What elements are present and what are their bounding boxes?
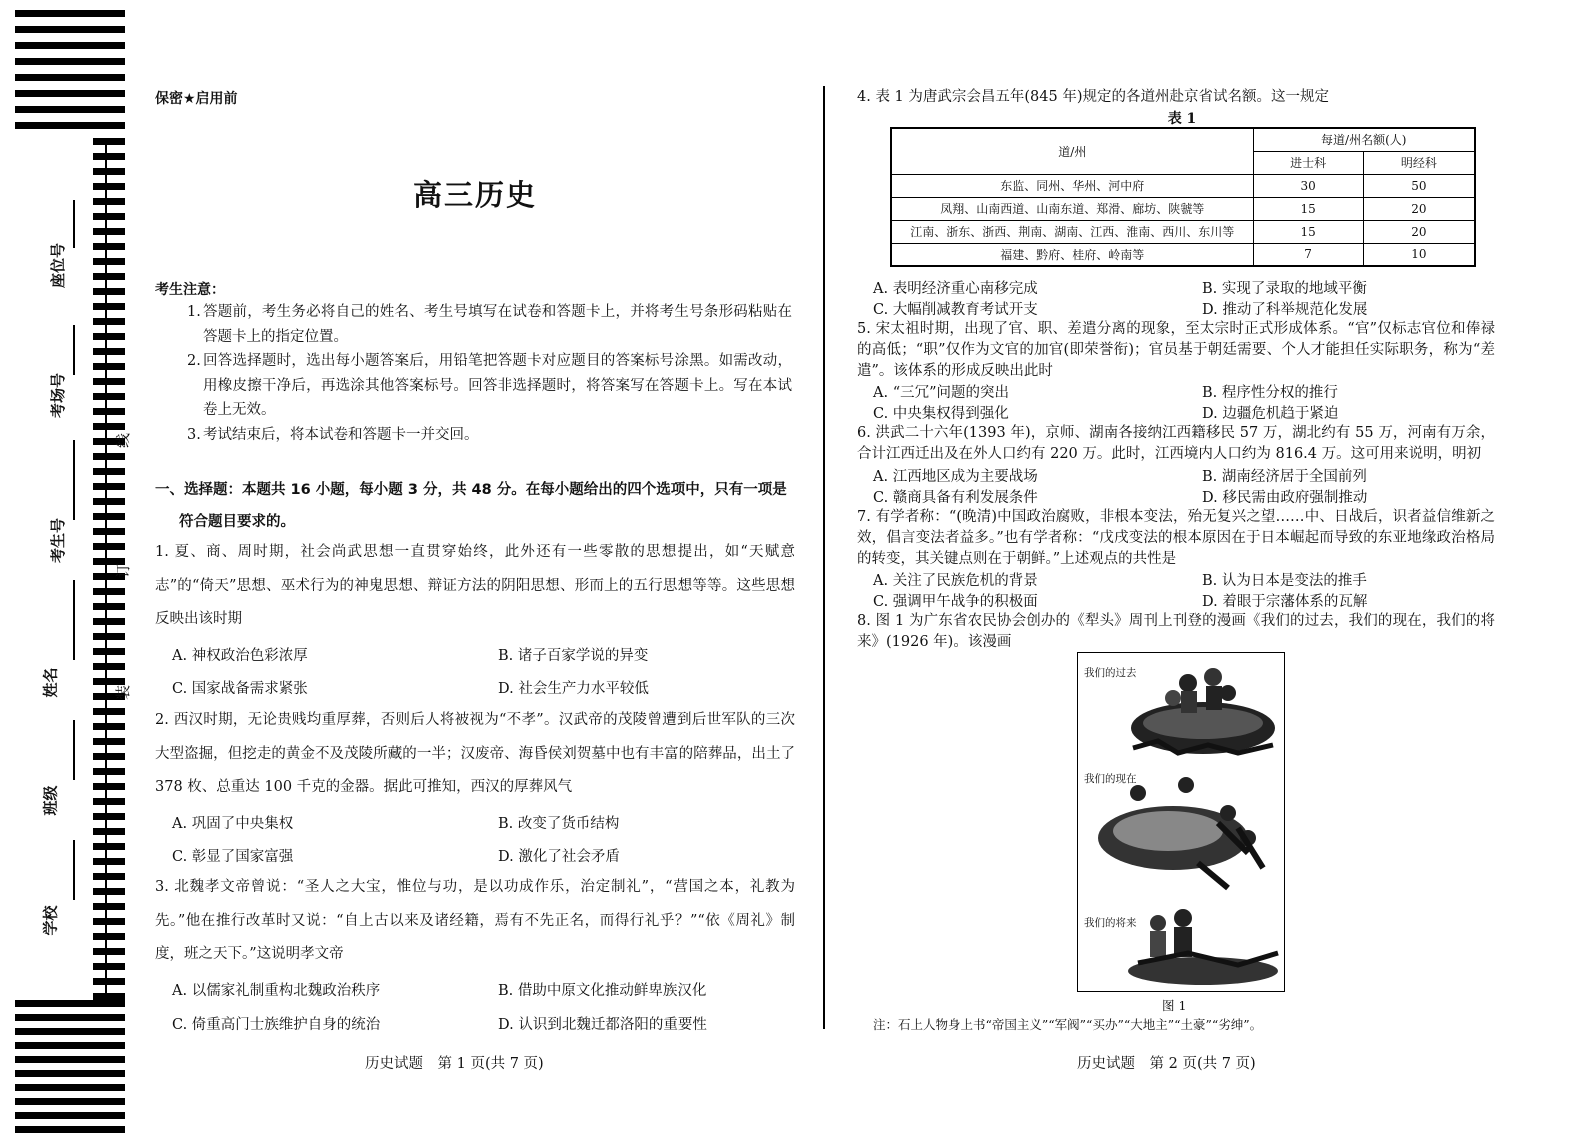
table-cell-region: 福建、黔府、桂府、岭南等 — [891, 243, 1253, 266]
binding-bar — [15, 42, 125, 49]
binding-bar — [93, 813, 125, 820]
binding-bar — [15, 122, 125, 129]
binding-bar — [93, 183, 125, 190]
exam-room-blank — [73, 325, 75, 375]
binding-bar — [93, 168, 125, 175]
binding-bar — [15, 1028, 125, 1035]
q7-option-c: C. 强调甲午战争的积极面 — [873, 594, 1038, 610]
q2-option-a: A. 巩固了中央集权 — [172, 816, 294, 832]
table-caption: 表 1 — [1167, 111, 1197, 127]
binding-bar — [93, 153, 125, 160]
binding-bar — [93, 648, 125, 655]
table-cell-mingjing: 50 — [1363, 174, 1475, 197]
name-blank — [73, 580, 75, 660]
binding-bar — [15, 1070, 125, 1077]
binding-bar — [93, 258, 125, 265]
cut-mark-line: 线 — [114, 432, 133, 449]
cut-mark-mount: 装 — [114, 684, 133, 701]
binding-bar — [15, 26, 125, 33]
question-3-stem: 3. 北魏孝文帝曾说：“圣人之大宝，惟位与功，是以功成作乐，治定制礼”，“营国之本，礼教为先。”他在推行改革时又说：“自上古以来及诸经籍，焉有不先正名，而得行礼乎？”“依《周礼》制度，班之天下。”这说明孝文帝 — [155, 879, 795, 962]
cartoon-caption-future: 我们的将来 — [1084, 917, 1137, 929]
binding-bar — [93, 768, 125, 775]
binding-bar — [15, 106, 125, 113]
binding-bar — [93, 213, 125, 220]
page-divider — [823, 86, 825, 1029]
table-row — [891, 243, 1475, 266]
table-cell-jinshi: 30 — [1253, 174, 1363, 197]
table-cell-jinshi: 15 — [1253, 197, 1363, 220]
binding-bar — [93, 588, 125, 595]
school-blank — [73, 840, 75, 900]
question-7-stem: 7. 有学者称：“(晚清)中国政治腐败，非根本变法，殆无复兴之望……中、日战后，识者益信维新之效，倡言变法者益多。”也有学者称：“戊戌变法的根本原因在于日本崛起而导致的东亚地缘政治格局的转变，其关键点则在于朝鲜。”上述观点的共性是 — [857, 509, 1495, 567]
q3-option-b: B. 借助中原文化推动鲜卑族汉化 — [498, 983, 707, 999]
binding-bar — [93, 408, 125, 415]
question-5-stem: 5. 宋太祖时期，出现了官、职、差遣分离的现象，至太宗时正式形成体系。“官”仅标志官位和俸禄的高低；“职”仅作为文官的加官(即荣誉衔)；官员基于朝廷需要、个人才能担任实际职务，称为“差遣”。该体系的形成反映出此时 — [857, 321, 1495, 379]
binding-bar — [15, 1014, 125, 1021]
q5-option-c: C. 中央集权得到强化 — [873, 406, 1009, 422]
q6-option-a: A. 江西地区成为主要战场 — [873, 469, 1038, 485]
binding-bar — [93, 708, 125, 715]
binding-bar — [93, 843, 125, 850]
binding-bar — [93, 783, 125, 790]
binding-bar — [93, 828, 125, 835]
q4-option-d: D. 推动了科举规范化发展 — [1202, 302, 1368, 318]
binding-bar — [93, 138, 125, 145]
section-heading: 一、选择题：本题共 16 小题，每小题 3 分，共 48 分。在每小题给出的四个选项中，只有一项是 符合题目要求的。 — [155, 482, 787, 530]
table-header-quota: 每道/州名额(人) — [1253, 128, 1475, 151]
notice-item: 1. 答题前，考生务必将自己的姓名、考生号填写在试卷和答题卡上，并将考生号条形码粘贴在答题卡上的指定位置。 — [187, 304, 792, 345]
binding-bar — [93, 618, 125, 625]
binding-bar — [93, 288, 125, 295]
binding-bar — [15, 10, 125, 17]
binding-bar — [93, 723, 125, 730]
seat-number-label: 座位号 — [49, 242, 68, 289]
table-cell-jinshi: 7 — [1253, 243, 1363, 266]
binding-bar — [93, 543, 125, 550]
q2-option-d: D. 激化了社会矛盾 — [498, 849, 620, 865]
binding-bar — [93, 978, 125, 985]
q6-option-d: D. 移民需由政府强制推动 — [1202, 490, 1368, 506]
q3-option-d: D. 认识到北魏迁都洛阳的重要性 — [498, 1017, 707, 1033]
table-header-region: 道/州 — [891, 128, 1253, 174]
page-1 — [155, 0, 795, 1137]
cartoon-caption-past: 我们的过去 — [1084, 667, 1137, 679]
binding-bar — [15, 90, 125, 97]
table-cell-region: 凤翔、山南西道、山南东道、郑滑、廊坊、陕虢等 — [891, 197, 1253, 220]
table-cell-mingjing: 10 — [1363, 243, 1475, 266]
q1-option-b: B. 诸子百家学说的异变 — [498, 648, 649, 664]
q2-option-c: C. 彰显了国家富强 — [172, 849, 294, 865]
q7-option-b: B. 认为日本是变法的推手 — [1202, 573, 1367, 589]
q1-option-d: D. 社会生产力水平较低 — [498, 681, 649, 697]
q7-option-d: D. 着眼于宗藩体系的瓦解 — [1202, 594, 1368, 610]
q3-option-c: C. 倚重高门士族维护自身的统治 — [172, 1017, 381, 1033]
cartoon-caption-present: 我们的现在 — [1084, 773, 1137, 785]
notice-heading: 考生注意： — [155, 282, 225, 298]
binding-bar — [93, 633, 125, 640]
binding-bar — [93, 993, 125, 1000]
table-cell-region: 东监、同州、华州、河中府 — [891, 174, 1253, 197]
binding-bar — [15, 1056, 125, 1063]
binding-bar — [93, 903, 125, 910]
binding-bar — [93, 753, 125, 760]
binding-bar — [93, 348, 125, 355]
binding-bar — [93, 243, 125, 250]
name-label: 姓名 — [41, 667, 60, 698]
seat-number-blank — [73, 200, 75, 248]
figure-note: 注：石上人物身上书“帝国主义”“军阀”“买办”“大地主”“土豪”“劣绅”。 — [873, 1017, 1263, 1032]
binding-bar — [93, 738, 125, 745]
binding-bar — [93, 363, 125, 370]
binding-bar — [93, 228, 125, 235]
binding-bar — [93, 513, 125, 520]
q4-option-a: A. 表明经济重心南移完成 — [873, 281, 1038, 297]
table-row — [891, 174, 1475, 197]
question-1-stem: 1. 夏、商、周时期，社会尚武思想一直贯穿始终，此外还有一些零散的思想提出，如“天赋意志”的“倚天”思想、巫术行为的神鬼思想、辩证方法的阴阳思想、形而上的五行思想等等。这些思想反映出该时期 — [155, 544, 795, 627]
q3-option-a: A. 以儒家礼制重构北魏政治秩序 — [172, 983, 381, 999]
q5-option-b: B. 程序性分权的推行 — [1202, 385, 1338, 401]
table-cell-jinshi: 15 — [1253, 220, 1363, 243]
binding-bar — [15, 74, 125, 81]
binding-bar — [93, 453, 125, 460]
cut-mark-bind: 订 — [114, 562, 133, 579]
quota-table — [890, 127, 1476, 267]
class-label: 班级 — [41, 785, 60, 816]
binding-bar — [93, 273, 125, 280]
binding-bar — [15, 1098, 125, 1105]
figure-label: 图 1 — [1162, 998, 1187, 1013]
table-row — [891, 220, 1475, 243]
binding-bar — [93, 873, 125, 880]
notice-item: 3. 考试结束后，将本试卷和答题卡一并交回。 — [187, 427, 479, 443]
table-cell-mingjing: 20 — [1363, 220, 1475, 243]
q7-option-a: A. 关注了民族危机的背景 — [873, 573, 1038, 589]
binding-strip — [15, 0, 133, 1137]
binding-bar — [93, 888, 125, 895]
q1-option-c: C. 国家战备需求紧张 — [172, 681, 308, 697]
candidate-number-label: 考生号 — [49, 517, 68, 564]
binding-bar — [93, 303, 125, 310]
table-cell-region: 江南、浙东、浙西、荆南、湖南、江西、淮南、西川、东川等 — [891, 220, 1253, 243]
notice-item: 2. 回答选择题时，选出每小题答案后，用铅笔把答题卡对应题目的答案标号涂黑。如需改动，用橡皮擦干净后，再选涂其他答案标号。回答非选择题时，将答案写在答题卡上。写在本试卷上无效。 — [187, 353, 792, 418]
exam-title: 高三历史 — [412, 178, 537, 212]
binding-bar — [15, 1000, 125, 1007]
question-4-stem: 4. 表 1 为唐武宗会昌五年(845 年)规定的各道州赴京省试名额。这一规定 — [857, 89, 1329, 105]
binding-bar — [93, 483, 125, 490]
binding-bar — [93, 918, 125, 925]
binding-bar — [93, 423, 125, 430]
binding-bar — [93, 378, 125, 385]
school-label: 学校 — [41, 905, 60, 936]
binding-bar — [93, 603, 125, 610]
binding-bar — [15, 1042, 125, 1049]
page-2-footer: 历史试题 第 2 页(共 7 页) — [1077, 1056, 1256, 1072]
table-row — [891, 197, 1475, 220]
binding-bar — [93, 948, 125, 955]
binding-bar — [15, 1126, 125, 1133]
class-blank — [73, 720, 75, 780]
q6-option-c: C. 赣商具备有利发展条件 — [873, 490, 1038, 506]
page-2 — [857, 0, 1497, 1137]
q4-option-c: C. 大幅削减教育考试开支 — [873, 302, 1038, 318]
table-header-jinshi: 进士科 — [1253, 151, 1363, 174]
q4-option-b: B. 实现了录取的地域平衡 — [1202, 281, 1367, 297]
q5-option-a: A. “三冗”问题的突出 — [873, 385, 1010, 401]
binding-bar — [15, 58, 125, 65]
binding-bar — [93, 963, 125, 970]
q2-option-b: B. 改变了货币结构 — [498, 816, 620, 832]
question-8-stem: 8. 图 1 为广东省农民协会创办的《犁头》周刊上刊登的漫画《我们的过去，我们的现在，我们的将来》(1926 年)。该漫画 — [857, 613, 1495, 650]
question-6-stem: 6. 洪武二十六年(1393 年)，京师、湖南各接纳江西籍移民 57 万，湖北约有 55 万，河南有万余，合计江西迁出及在外人口约有 220 万。此时，江西境内人口约为 816.4 万。这可用来说明，明初 — [857, 425, 1495, 462]
q6-option-b: B. 湖南经济居于全国前列 — [1202, 469, 1367, 485]
binding-bar — [93, 528, 125, 535]
binding-bar — [93, 333, 125, 340]
cartoon-figure — [1077, 652, 1285, 992]
exam-room-label: 考场号 — [49, 372, 68, 419]
binding-bar — [93, 663, 125, 670]
candidate-number-blank — [73, 440, 75, 520]
binding-bar — [93, 858, 125, 865]
q1-option-a: A. 神权政治色彩浓厚 — [172, 648, 308, 664]
question-2-stem: 2. 西汉时期，无论贵贱均重厚葬，否则后人将被视为“不孝”。汉武帝的茂陵曾遭到后世军队的三次大型盗掘，但挖走的黄金不及茂陵所藏的一半；汉废帝、海昏侯刘贺墓中也有丰富的陪葬品，出土了 378 枚、总重达 100 千克的金器。据此可推知，西汉的厚葬风气 — [155, 712, 795, 795]
binding-bar — [93, 393, 125, 400]
binding-bar — [93, 933, 125, 940]
binding-bar — [15, 1112, 125, 1119]
binding-line — [105, 140, 107, 998]
cartoon-illustration — [1078, 653, 1286, 993]
table-cell-mingjing: 20 — [1363, 197, 1475, 220]
binding-bar — [93, 468, 125, 475]
page-1-footer: 历史试题 第 1 页(共 7 页) — [365, 1056, 544, 1072]
binding-bar — [93, 498, 125, 505]
binding-bar — [93, 198, 125, 205]
table-header-mingjing: 明经科 — [1363, 151, 1475, 174]
binding-bar — [15, 1084, 125, 1091]
binding-bar — [93, 318, 125, 325]
binding-bar — [93, 798, 125, 805]
q5-option-d: D. 边疆危机趋于紧迫 — [1202, 406, 1339, 422]
confidential-mark: 保密★启用前 — [155, 91, 238, 107]
